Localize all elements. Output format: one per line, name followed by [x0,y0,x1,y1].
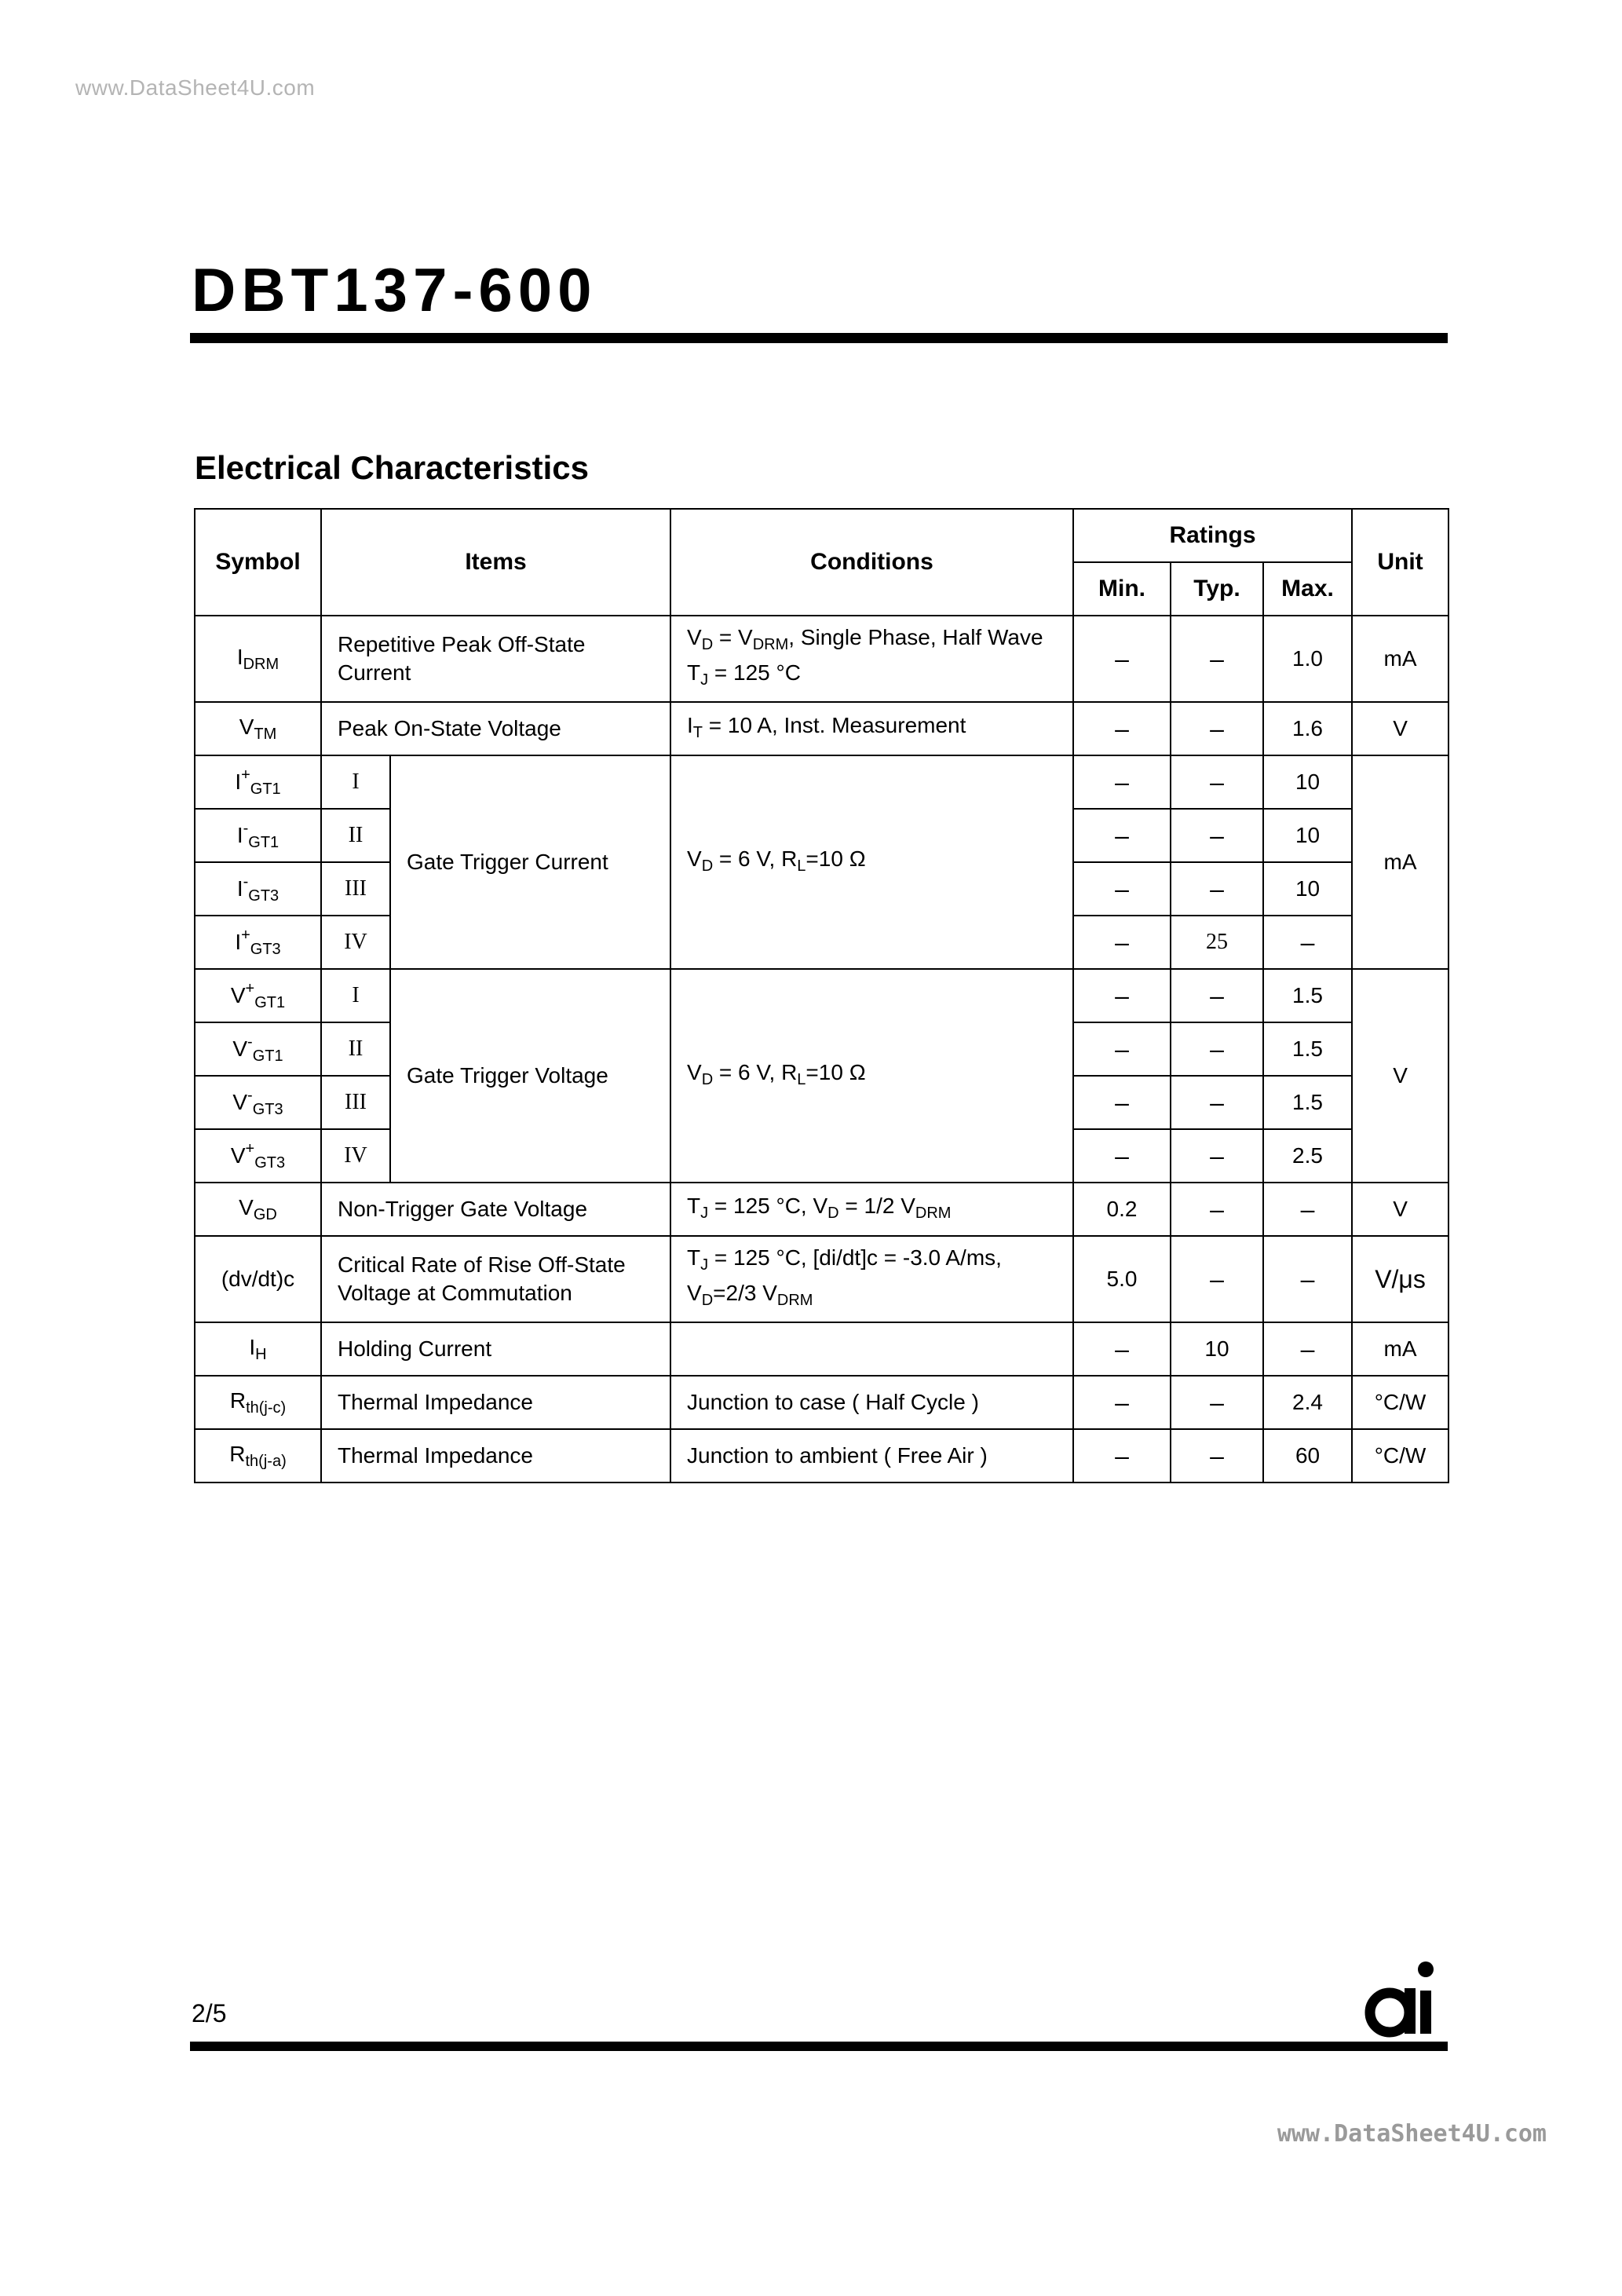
symbol-cell: (dv/dt)c [195,1236,321,1322]
typ-cell: – [1171,755,1263,809]
max-cell: – [1263,1322,1352,1376]
typ-cell: – [1171,702,1263,755]
typ-cell: – [1171,969,1263,1022]
min-cell: 0.2 [1073,1183,1171,1236]
typ-cell: – [1171,1129,1263,1183]
max-cell: – [1263,1183,1352,1236]
max-cell: 2.4 [1263,1376,1352,1429]
typ-cell: – [1171,1429,1263,1483]
item-cell: Peak On-State Voltage [321,702,670,755]
min-cell: – [1073,702,1171,755]
max-cell: 2.5 [1263,1129,1352,1183]
table-row [195,616,1448,702]
company-logo [1363,1955,1434,2042]
symbol-cell: $R_{th(j-a)}$ [195,1429,321,1483]
max-cell: 1.5 [1263,1022,1352,1076]
item-cell: Non-Trigger Gate Voltage [321,1183,670,1236]
unit-cell: V/μs [1352,1236,1448,1322]
max-cell: – [1263,1236,1352,1322]
section-title: Electrical Characteristics [195,449,589,486]
typ-cell: 25 [1171,916,1263,969]
condition-cell: $V_D = 6$ V, $R_L=10$ Ω [670,755,1073,969]
symbol-cell: $V^-_{GT1}$ [195,1022,321,1076]
quadrant-cell: I [321,969,390,1022]
min-cell: – [1073,1076,1171,1129]
min-cell: – [1073,1376,1171,1429]
typ-cell: – [1171,1236,1263,1322]
page-title: DBT137-600 [192,255,597,324]
header-conditions: Conditions [670,509,1073,616]
condition-cell: $T_J = 125$ °C, $V_D = 1/2$ $V_{DRM}$ [670,1183,1073,1236]
condition-cell: $T_J = 125$ °C, [di/dt]c = -3.0 A/ms, $V_D=2/3$ $V_{DRM}$ [670,1236,1073,1322]
min-cell: – [1073,1322,1171,1376]
condition-cell: Junction to case ( Half Cycle ) [670,1376,1073,1429]
header-max: Max. [1263,562,1352,616]
unit-cell: V [1352,702,1448,755]
condition-cell: $I_T = 10$ A, Inst. Measurement [670,702,1073,755]
typ-cell: – [1171,1022,1263,1076]
table-row [195,1183,1448,1236]
symbol-cell: $V^-_{GT3}$ [195,1076,321,1129]
max-cell: 10 [1263,809,1352,862]
header-rule [190,333,1448,343]
item-cell: Gate Trigger Current [390,755,670,969]
table-row [195,969,1448,1022]
unit-cell: °C/W [1352,1376,1448,1429]
min-cell: – [1073,755,1171,809]
watermark-bottom: www.DataSheet4U.com [1277,2120,1547,2148]
min-cell: – [1073,916,1171,969]
max-cell: 60 [1263,1429,1352,1483]
min-cell: – [1073,1022,1171,1076]
header-typ: Typ. [1171,562,1263,616]
item-cell: Gate Trigger Voltage [390,969,670,1183]
max-cell: 1.0 [1263,616,1352,702]
symbol-cell: $I_{DRM}$ [195,616,321,702]
electrical-characteristics-table [194,508,1449,1483]
header-unit: Unit [1352,509,1448,616]
condition-cell [670,1322,1073,1376]
unit-cell: mA [1352,616,1448,702]
typ-cell: 10 [1171,1322,1263,1376]
item-cell: Thermal Impedance [321,1376,670,1429]
unit-cell: mA [1352,755,1448,969]
table-row [195,1322,1448,1376]
symbol-cell: $V^+_{GT1}$ [195,969,321,1022]
header-ratings: Ratings [1073,509,1352,562]
condition-cell: Junction to ambient ( Free Air ) [670,1429,1073,1483]
item-cell: Holding Current [321,1322,670,1376]
table-row [195,702,1448,755]
watermark-top: www.DataSheet4U.com [75,75,316,100]
max-cell: 1.5 [1263,969,1352,1022]
symbol-cell: $V^+_{GT3}$ [195,1129,321,1183]
page-number: 2/5 [192,1999,227,2027]
typ-cell: – [1171,809,1263,862]
table-row [195,755,1448,809]
max-cell: 1.6 [1263,702,1352,755]
min-cell: – [1073,969,1171,1022]
typ-cell: – [1171,616,1263,702]
unit-cell: V [1352,969,1448,1183]
max-cell: – [1263,916,1352,969]
min-cell: – [1073,1129,1171,1183]
typ-cell: – [1171,1376,1263,1429]
table-row [195,1429,1448,1483]
quadrant-cell: III [321,862,390,916]
quadrant-cell: IV [321,1129,390,1183]
unit-cell: °C/W [1352,1429,1448,1483]
quadrant-cell: II [321,1022,390,1076]
unit-cell: mA [1352,1322,1448,1376]
symbol-cell: $I^-_{GT1}$ [195,809,321,862]
min-cell: – [1073,1429,1171,1483]
typ-cell: – [1171,862,1263,916]
header-symbol: Symbol [195,509,321,616]
quadrant-cell: IV [321,916,390,969]
max-cell: 1.5 [1263,1076,1352,1129]
header-row [195,509,1448,562]
symbol-cell: $I^+_{GT3}$ [195,916,321,969]
header-items: Items [321,509,670,616]
table-row [195,1236,1448,1322]
quadrant-cell: III [321,1076,390,1129]
table-row [195,1376,1448,1429]
typ-cell: – [1171,1183,1263,1236]
condition-cell: $V_D = V_{DRM}$, Single Phase, Half Wave $T_J = 125$ °C [670,616,1073,702]
header-min: Min. [1073,562,1171,616]
min-cell: – [1073,616,1171,702]
max-cell: 10 [1263,862,1352,916]
typ-cell: – [1171,1076,1263,1129]
condition-cell: $V_D = 6$ V, $R_L=10$ Ω [670,969,1073,1183]
unit-cell: V [1352,1183,1448,1236]
min-cell: – [1073,862,1171,916]
symbol-cell: $V_{GD}$ [195,1183,321,1236]
symbol-cell: $I^+_{GT1}$ [195,755,321,809]
quadrant-cell: I [321,755,390,809]
item-cell: Thermal Impedance [321,1429,670,1483]
symbol-cell: $R_{th(j-c)}$ [195,1376,321,1429]
footer-rule [190,2042,1448,2051]
item-cell: Critical Rate of Rise Off-State Voltage at Commutation [321,1236,670,1322]
symbol-cell: $I^-_{GT3}$ [195,862,321,916]
max-cell: 10 [1263,755,1352,809]
min-cell: 5.0 [1073,1236,1171,1322]
item-cell: Repetitive Peak Off-State Current [321,616,670,702]
min-cell: – [1073,809,1171,862]
quadrant-cell: II [321,809,390,862]
symbol-cell: $V_{TM}$ [195,702,321,755]
symbol-cell: $I_H$ [195,1322,321,1376]
